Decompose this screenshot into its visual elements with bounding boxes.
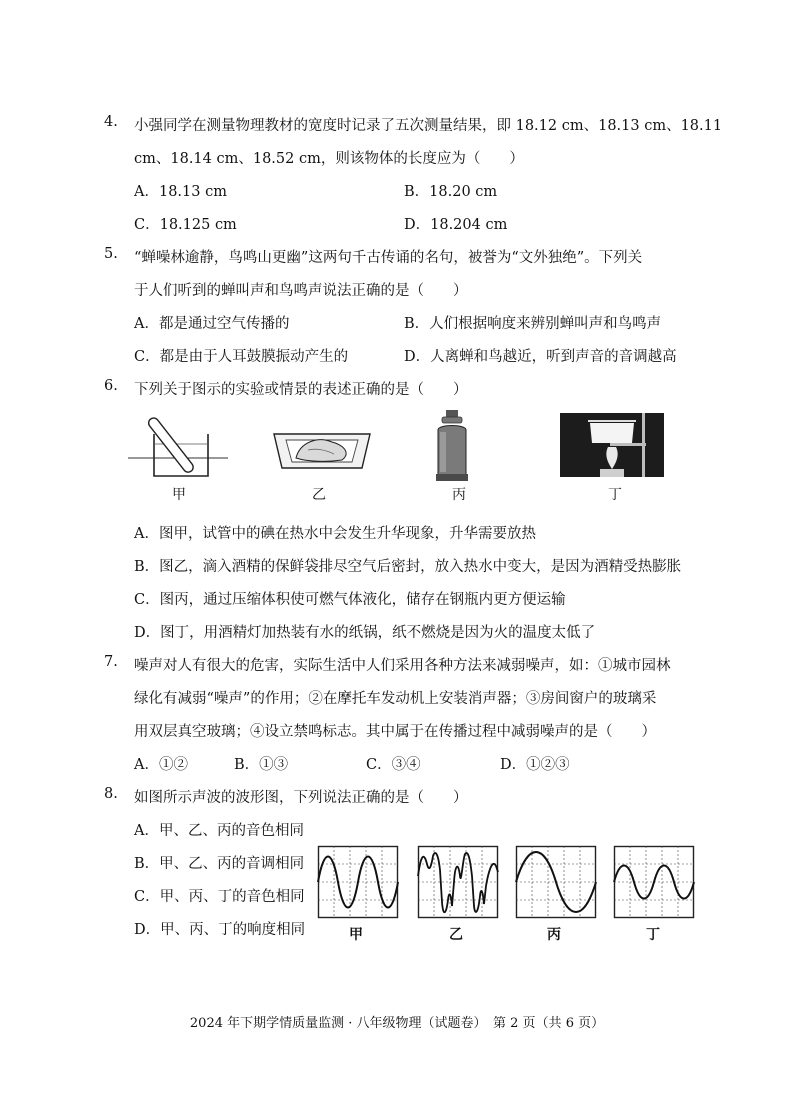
question-text: cm、18.14 cm、18.52 cm，则该物体的长度应为（ ） bbox=[134, 151, 524, 167]
option-c[interactable]: C．③④ bbox=[366, 757, 421, 773]
option-a[interactable]: A．18.13 cm bbox=[134, 184, 227, 200]
waveform-label: 丁 bbox=[646, 927, 660, 943]
option-d[interactable]: D．18.204 cm bbox=[404, 217, 508, 233]
waveform-jia bbox=[318, 846, 398, 918]
option-b[interactable]: B．①③ bbox=[234, 757, 289, 773]
figure-paper-pot bbox=[560, 413, 664, 477]
figure-beaker-test-tube bbox=[128, 410, 228, 480]
option-c[interactable]: C．图丙，通过压缩体积使可燃气体液化，储存在钢瓶内更方便运输 bbox=[134, 592, 566, 608]
page-footer: 2024 年下期学情质量监测 · 八年级物理（试题卷） 第 2 页（共 6 页） bbox=[189, 1016, 605, 1031]
question-number: 8. bbox=[104, 786, 118, 802]
option-a[interactable]: A．图甲，试管中的碘在热水中会发生升华现象，升华需要放热 bbox=[134, 526, 536, 542]
waveform-bing bbox=[516, 846, 596, 918]
option-d[interactable]: D．图丁，用酒精灯加热装有水的纸锅，纸不燃烧是因为火的温度太低了 bbox=[134, 625, 596, 641]
waveform-label: 丙 bbox=[547, 927, 561, 943]
waveform-label: 乙 bbox=[449, 927, 463, 943]
question-number: 5. bbox=[104, 246, 118, 262]
question-number: 7. bbox=[104, 654, 118, 670]
figure-gas-cylinder bbox=[432, 410, 472, 482]
figure-label: 丁 bbox=[608, 487, 622, 503]
option-c[interactable]: C．18.125 cm bbox=[134, 217, 237, 233]
figure-label: 乙 bbox=[312, 487, 326, 503]
option-c[interactable]: C．甲、丙、丁的音色相同 bbox=[134, 889, 305, 905]
option-b[interactable]: B．图乙，滴入酒精的保鲜袋排尽空气后密封，放入热水中变大，是因为酒精受热膨胀 bbox=[134, 559, 682, 575]
waveform-label: 甲 bbox=[349, 927, 363, 943]
question-text: 用双层真空玻璃；④设立禁鸣标志。其中属于在传播过程中减弱噪声的是（ ） bbox=[134, 724, 656, 740]
figure-label: 丙 bbox=[452, 487, 466, 503]
option-a[interactable]: A．①② bbox=[134, 757, 188, 773]
question-number: 4. bbox=[104, 114, 118, 130]
question-text: 于人们听到的蝉叫声和鸟鸣声说法正确的是（ ） bbox=[134, 283, 468, 299]
option-c[interactable]: C．都是由于人耳鼓膜振动产生的 bbox=[134, 349, 349, 365]
option-a[interactable]: A．甲、乙、丙的音色相同 bbox=[134, 823, 304, 839]
option-b[interactable]: B．18.20 cm bbox=[404, 184, 498, 200]
option-b[interactable]: B．甲、乙、丙的音调相同 bbox=[134, 856, 305, 872]
option-d[interactable]: D．①②③ bbox=[500, 757, 570, 773]
question-text: 噪声对人有很大的危害，实际生活中人们采用各种方法来减弱噪声，如：①城市园林 bbox=[134, 658, 671, 674]
question-text: 如图所示声波的波形图，下列说法正确的是（ ） bbox=[134, 790, 468, 806]
question-text: 绿化有减弱“噪声”的作用；②在摩托车发动机上安装消声器；③房间窗户的玻璃采 bbox=[134, 691, 657, 707]
question-text: 下列关于图示的实验或情景的表述正确的是（ ） bbox=[134, 382, 468, 398]
waveform-yi bbox=[418, 846, 498, 918]
question-text: 小强同学在测量物理教材的宽度时记录了五次测量结果，即 18.12 cm、18.13 cm、18.11 bbox=[134, 118, 723, 134]
option-b[interactable]: B．人们根据响度来辨别蝉叫声和鸟鸣声 bbox=[404, 316, 662, 332]
question-number: 6. bbox=[104, 378, 118, 394]
option-d[interactable]: D．人离蝉和鸟越近，听到声音的音调越高 bbox=[404, 349, 677, 365]
question-text: “蝉噪林逾静，鸟鸣山更幽”这两句千古传诵的名句，被誉为“文外独绝”。下列关 bbox=[134, 250, 643, 266]
figure-label: 甲 bbox=[172, 487, 186, 503]
option-a[interactable]: A．都是通过空气传播的 bbox=[134, 316, 290, 332]
figure-tray-bag bbox=[272, 428, 372, 476]
option-d[interactable]: D．甲、丙、丁的响度相同 bbox=[134, 922, 306, 938]
waveform-ding bbox=[614, 846, 694, 918]
